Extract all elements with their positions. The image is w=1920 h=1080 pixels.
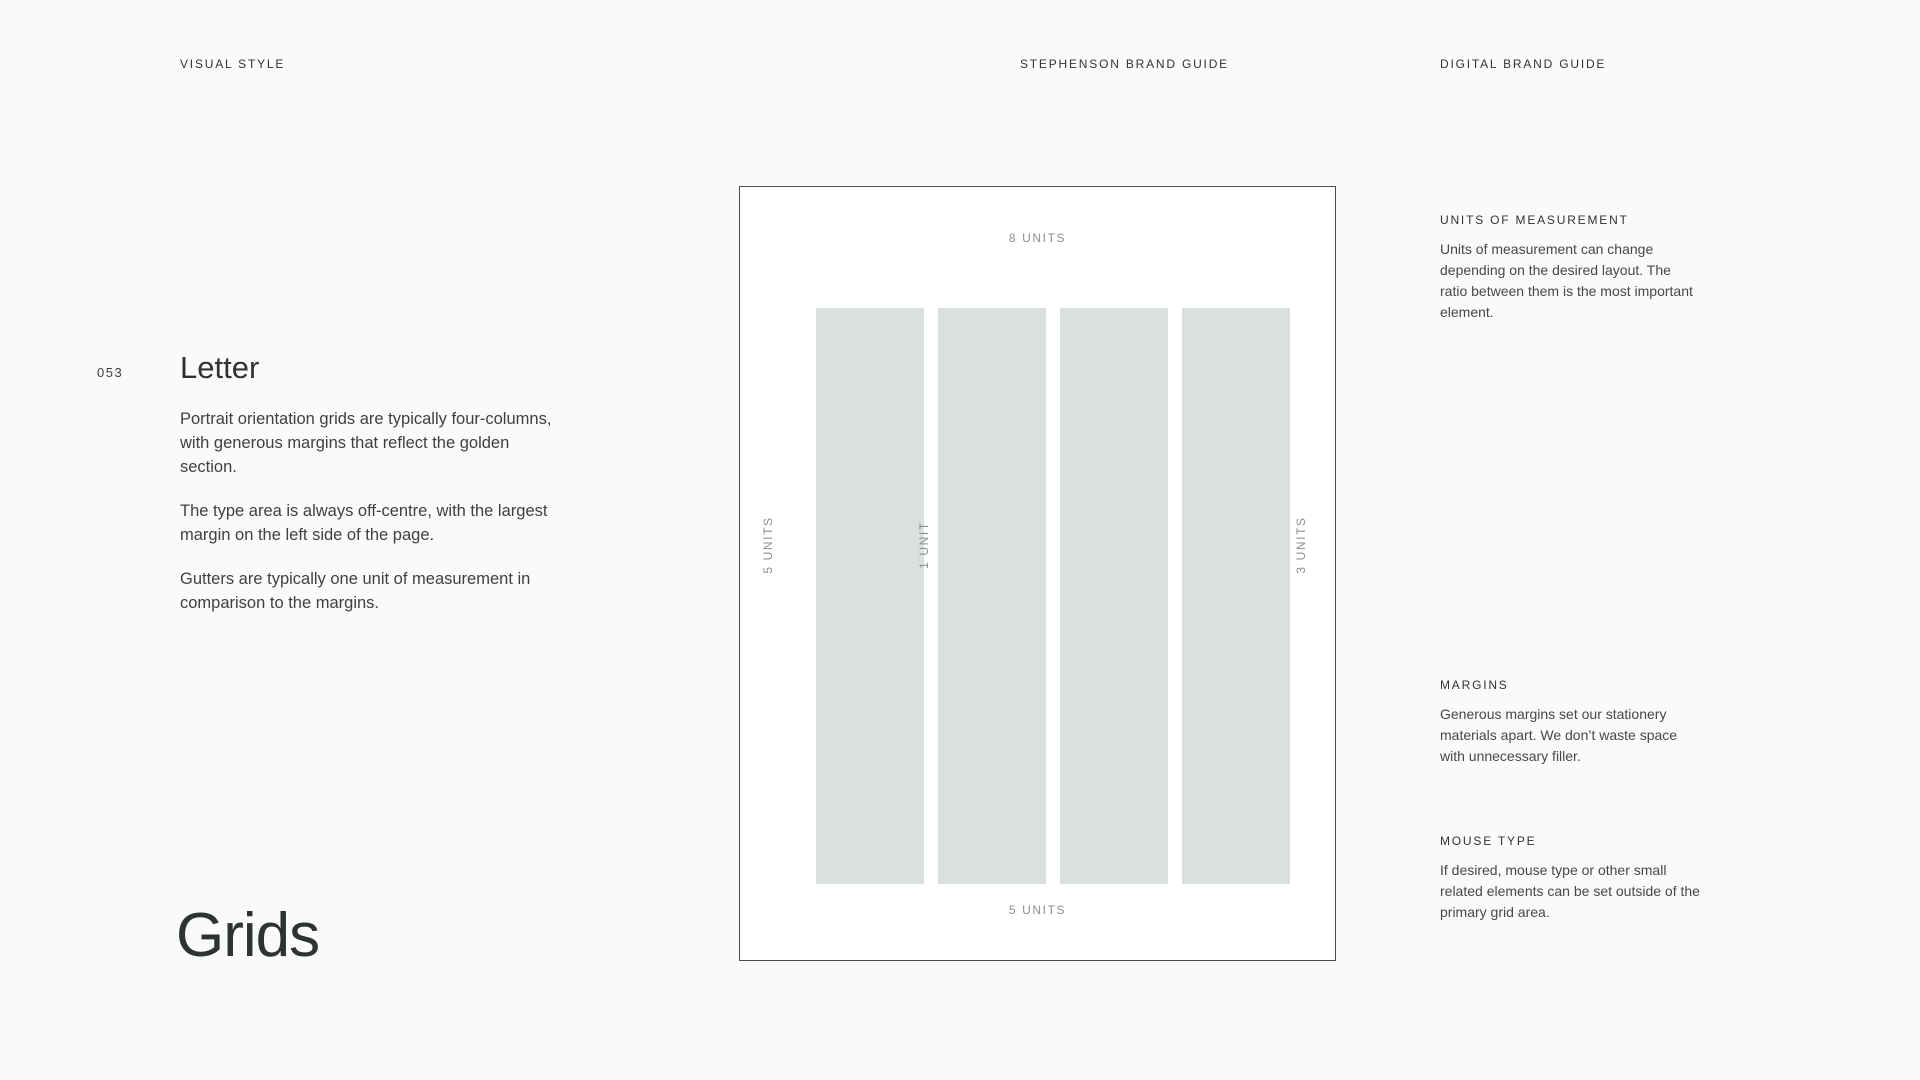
bottom-margin-label: 5 UNITS <box>1008 903 1067 917</box>
note-body: Generous margins set our stationery materials apart. We don’t waste space with unnecessary filler. <box>1440 706 1678 764</box>
section-body <box>180 407 570 635</box>
note-body: If desired, mouse type or other small related elements can be set outside of the primary grid area. <box>1440 862 1700 920</box>
note-heading: UNITS OF MEASUREMENT <box>1440 213 1629 227</box>
grid-column <box>938 308 1046 884</box>
right-margin-label: 3 UNITS <box>1294 516 1308 574</box>
body-paragraph: Gutters are typically one unit of measurement in comparison to the margins. <box>180 570 531 612</box>
note-units <box>1440 213 1700 323</box>
page-title: Grids <box>176 901 320 970</box>
gutter-label: 1 UNIT <box>917 521 931 569</box>
header-section-label: VISUAL STYLE <box>180 57 286 71</box>
page-number: 053 <box>97 365 124 380</box>
header-guide-title: STEPHENSON BRAND GUIDE <box>1020 57 1229 71</box>
section-title: Letter <box>180 350 260 385</box>
left-margin-label: 5 UNITS <box>761 516 775 574</box>
grid-column <box>816 308 924 884</box>
body-paragraph: The type area is always off-centre, with the largest margin on the left side of the page. <box>180 502 548 544</box>
note-margins <box>1440 678 1700 767</box>
grid-diagram-sheet <box>739 186 1336 961</box>
note-heading: MARGINS <box>1440 678 1509 692</box>
body-paragraph: Portrait orientation grids are typically four-columns, with generous margins that reflect the golden section. <box>180 410 552 476</box>
top-margin-label: 8 UNITS <box>1008 231 1067 245</box>
grid-column <box>1182 308 1290 884</box>
note-body: Units of measurement can change depending on the desired layout. The ratio between them is the most important element. <box>1440 241 1693 320</box>
note-mouse-type <box>1440 834 1700 923</box>
note-heading: MOUSE TYPE <box>1440 834 1537 848</box>
header-guide-type: DIGITAL BRAND GUIDE <box>1440 57 1607 71</box>
grid-column <box>1060 308 1168 884</box>
